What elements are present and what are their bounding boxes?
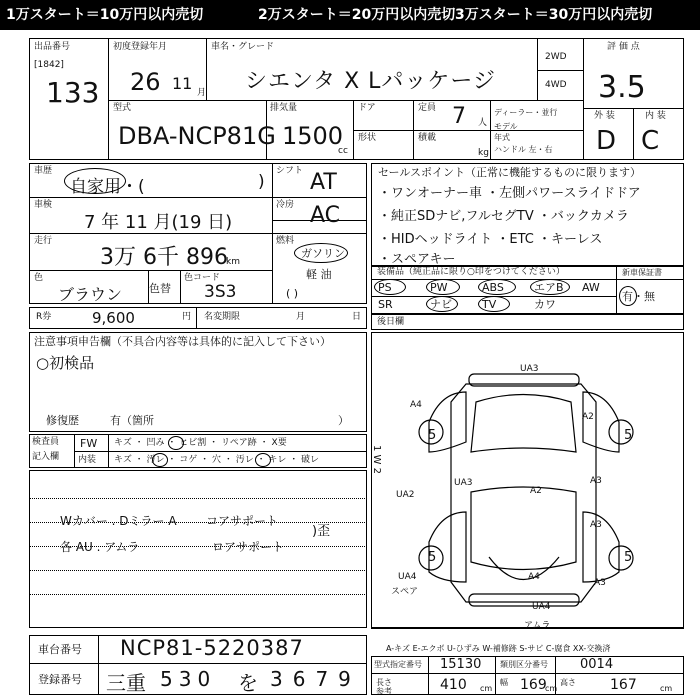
plate-label: 登録番号 — [38, 673, 82, 686]
damage-label: A2 — [530, 486, 542, 496]
interior-label: 内 装 — [645, 111, 666, 121]
equipment-item: ナビ — [430, 298, 452, 311]
after-label: 後日欄 — [377, 317, 405, 327]
fw-label: FW — [80, 437, 98, 450]
chassis-label: 車台番号 — [38, 643, 82, 656]
damage-label: UA2 — [396, 490, 415, 500]
equipment-item: AW — [582, 281, 600, 294]
ni-label: 内装 — [78, 455, 97, 465]
new-warranty-label: 新車保証書 — [622, 268, 662, 277]
class-number-label: 類別区分番号 — [500, 660, 548, 669]
cc-value: 1500 — [282, 122, 344, 150]
usage-value: 自家用・( — [70, 177, 145, 197]
recycle-frame — [29, 307, 367, 329]
ni-circle-2 — [255, 453, 271, 467]
banner-text-1: 1万スタート＝10万円以内売切 — [6, 7, 204, 23]
damage-label: A2 — [582, 412, 594, 422]
sales-line-2: ・純正SDナビ,フルセグTV ・バックカメラ — [378, 209, 629, 224]
sales-line-1: ・ワンオーナー車 ・左側パワースライドドア — [378, 186, 641, 201]
equipment-item: エアB — [534, 281, 564, 294]
equipment-item: カワ — [534, 298, 556, 311]
damage-label: A4 — [528, 572, 540, 582]
reg-year: 26 — [130, 68, 161, 96]
capacity-unit: 人 — [478, 118, 488, 128]
damage-label: UA3 — [454, 478, 473, 488]
equipment-circle — [374, 279, 406, 295]
equipment-title: 装備品（純正品に限り○印をつけてください） — [377, 267, 565, 277]
2wd-label: 2WD — [545, 52, 567, 62]
new-warranty-circle — [619, 286, 637, 306]
shift-value: AT — [310, 170, 337, 195]
damage-label: 5 — [624, 550, 633, 565]
inspector-label-1: 検査員 — [32, 437, 60, 447]
fw-items: キズ ・ 凹み ・ ヒビ割 ・ リペア跡 ・ X要 — [114, 438, 287, 448]
width-label: 幅 — [500, 678, 508, 687]
banner-text-3: 3万スタート＝30万円以内売切 — [455, 7, 653, 23]
repair-label: 修復歴 — [46, 414, 79, 427]
shape-label: 形状 — [358, 133, 377, 143]
dealer-label: ディーラー・並行 — [494, 108, 558, 117]
plate-kana: を — [238, 671, 258, 695]
damage-label: アムラ — [524, 621, 551, 631]
shaken-value: 7 年 11 月(19 日) — [84, 212, 233, 233]
color-label: 色 — [34, 273, 44, 283]
reg-month-unit: 月 — [197, 88, 207, 98]
color-value: ブラウン — [58, 285, 123, 304]
sales-line-4: ・スペアキー — [378, 252, 456, 267]
grade-value: 3.5 — [598, 70, 646, 105]
recycle-value: 9,600 — [92, 309, 135, 327]
cc-unit: cc — [338, 146, 348, 156]
changed-label: 色替 — [149, 282, 171, 295]
after-frame — [371, 314, 684, 330]
recycle-yen: 円 — [182, 312, 192, 322]
chassis-value: NCP81-5220387 — [120, 636, 304, 660]
damage-label: UA4 — [532, 602, 551, 612]
height-unit: cm — [660, 684, 673, 693]
model-label: 型式 — [113, 103, 132, 113]
exterior-label: 外 装 — [594, 111, 615, 121]
ref-label-1: 参考 — [376, 687, 392, 696]
height-value: 167 — [610, 677, 637, 693]
side-marks: 1 W 2 — [371, 445, 382, 474]
fuel-alt: 軽 油 — [306, 268, 332, 281]
fw-circle — [168, 436, 184, 450]
capacity-value: 7 — [452, 104, 466, 129]
car-diagram — [371, 332, 684, 628]
plate-pref: 三重 — [106, 671, 146, 695]
exterior-grade: D — [596, 126, 617, 156]
remarks-line-1a: Wカバー . Dミラー A — [60, 514, 177, 528]
length-unit: cm — [480, 684, 493, 693]
tax-month: 月 — [296, 312, 306, 322]
equipment-circle — [426, 296, 458, 312]
ac-label: 冷房 — [276, 200, 295, 210]
damage-label: A3 — [590, 476, 602, 486]
car-name: シエンタ X Lパッケージ — [245, 69, 496, 94]
lot-label: 出品番号 — [34, 42, 71, 52]
fuel-circle — [294, 243, 348, 263]
class-number-value: 0014 — [580, 657, 614, 672]
handle-label: ハンドル 左・右 — [494, 145, 553, 154]
damage-label: A3 — [594, 578, 606, 588]
door-label: ドア — [358, 103, 376, 113]
damage-label: UA4 — [398, 572, 417, 582]
fuel-value: ガソリン — [301, 247, 345, 260]
reg-label: 初度登録年月 — [113, 42, 168, 52]
remarks-line-1c: )歪 — [312, 524, 331, 539]
notes-line-1: ○初検品 — [36, 354, 95, 372]
color-code-value: 3S3 — [204, 282, 237, 302]
damage-label: A3 — [590, 520, 602, 530]
equipment-circle — [530, 279, 570, 295]
width-value: 169 — [520, 677, 547, 693]
repair-close: ） — [338, 414, 349, 427]
lot-number: 133 — [46, 76, 100, 109]
tax-label: 名変期限 — [204, 312, 241, 322]
model-value: DBA-NCP81G — [118, 122, 276, 150]
plate-digits: 3679 — [270, 667, 361, 691]
usage-close: ) — [258, 172, 265, 192]
load-label: 積載 — [418, 133, 437, 143]
interior-grade: C — [641, 126, 660, 156]
spare-label: スペア — [391, 587, 419, 597]
remarks-line-2a: 各 AU . アムラ — [60, 540, 140, 554]
reg-month: 11 — [172, 74, 193, 93]
cc-label: 排気量 — [270, 103, 298, 113]
length-value: 410 — [440, 677, 467, 693]
lot-small: [1842] — [34, 60, 64, 70]
equipment-item: PS — [378, 281, 392, 294]
usage-circle — [64, 168, 126, 194]
type-number-value: 15130 — [440, 657, 482, 672]
capacity-label: 定員 — [418, 103, 437, 113]
sales-line-3: ・HIDヘッドライト ・ETC ・キーレス — [378, 232, 603, 247]
load-unit: kg — [478, 148, 489, 158]
equipment-item: PW — [430, 281, 448, 294]
equipment-item: ABS — [482, 281, 504, 294]
type-number-label: 型式指定番号 — [374, 660, 422, 669]
equipment-circle — [426, 279, 460, 295]
damage-label: 5 — [428, 428, 437, 443]
width-unit: cm — [545, 684, 558, 693]
banner — [0, 0, 700, 30]
remarks-line-1b: コアサポート — [206, 514, 279, 528]
remarks-line-2b: ロアサポート — [212, 540, 285, 554]
4wd-label: 4WD — [545, 80, 567, 90]
grade-label: 評 価 点 — [607, 42, 640, 52]
banner-text-2: 2万スタート＝20万円以内売切 — [258, 7, 456, 23]
color-code-label: 色コード — [184, 273, 221, 283]
ni-items: キズ ・ 汚レ ・ コゲ ・ 穴 ・ 汚レ ・ キレ ・ 破レ — [114, 455, 320, 465]
notes-title: 注意事項申告欄（不具合内容等は具体的に記入して下さい） — [34, 335, 331, 348]
damage-label: 5 — [624, 428, 633, 443]
damage-legend: A-キズ E-エクボ U-ひずみ W-補修跡 S-サビ C-腐食 XX-交換済 — [386, 644, 611, 653]
height-label: 高さ — [560, 678, 576, 687]
model-year-label: モデル年式 — [494, 122, 518, 142]
new-warranty-value: 有・無 — [622, 290, 655, 303]
damage-label: 5 — [428, 550, 437, 565]
damage-label: A4 — [410, 400, 422, 410]
equipment-item: SR — [378, 298, 393, 311]
shift-label: シフト — [276, 166, 304, 176]
plate-num: 530 — [160, 667, 217, 691]
repair-value: 有（箇所 — [110, 414, 154, 427]
length-label: 長さ — [376, 678, 392, 687]
usage-label: 車歴 — [34, 166, 53, 176]
equipment-circle — [478, 296, 510, 312]
tax-day: 日 — [352, 312, 362, 322]
recycle-label: R券 — [36, 312, 52, 322]
sales-title: セールスポイント（正常に機能するものに限ります） — [378, 166, 642, 179]
fuel-paren: ( ) — [286, 287, 299, 300]
shaken-label: 車検 — [34, 200, 53, 210]
car-label: 車名・グレード — [211, 42, 275, 52]
equipment-item: TV — [482, 298, 497, 311]
mileage-label: 走行 — [34, 236, 53, 246]
damage-label: UA3 — [520, 364, 539, 374]
equipment-circle — [478, 279, 516, 295]
ni-circle-1 — [152, 453, 168, 467]
km-unit: km — [226, 257, 240, 267]
mileage-value: 3万 6千 896 — [100, 245, 228, 270]
ac-value: AC — [310, 203, 341, 228]
inspector-label-2: 記入欄 — [32, 452, 60, 462]
fuel-label: 燃料 — [276, 236, 295, 246]
